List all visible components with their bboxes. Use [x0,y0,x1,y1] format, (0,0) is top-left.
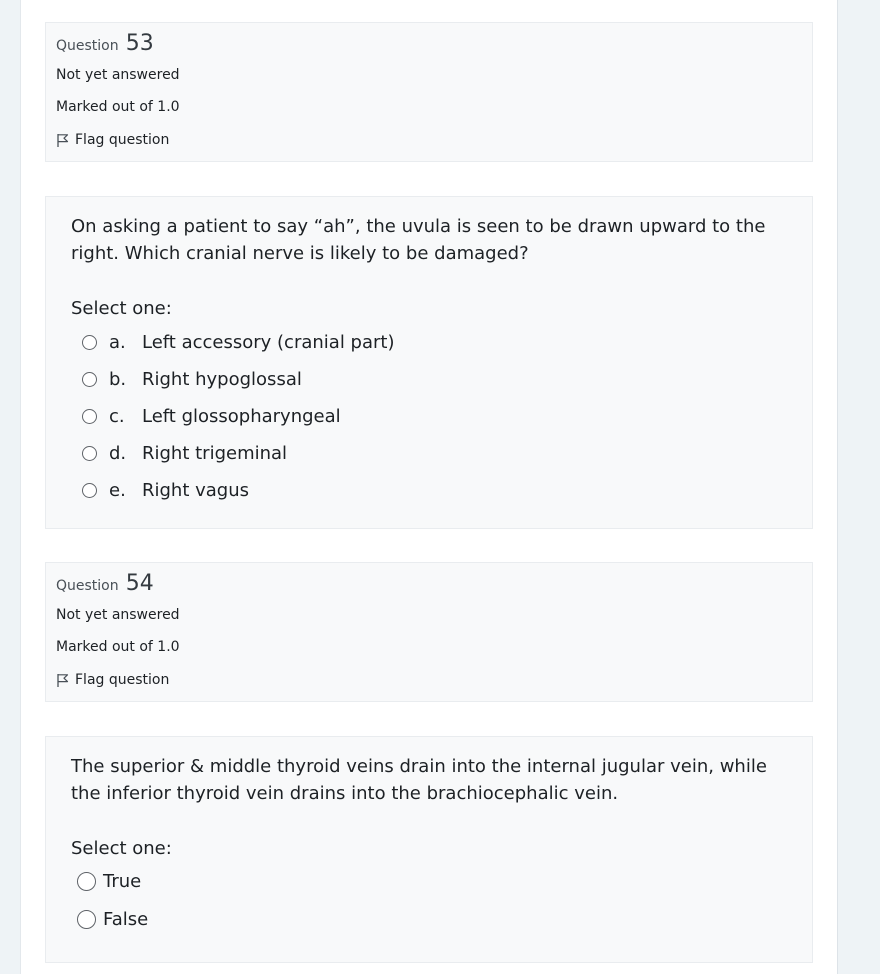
option-letter: b. [109,369,127,390]
radio-button[interactable] [82,483,97,498]
option-letter: c. [109,406,125,427]
flag-question-link[interactable] [56,132,169,148]
question-label: Question [56,578,119,594]
question-status: Not yet answered [56,607,180,623]
option-letter: a. [109,332,126,353]
select-one-prompt: Select one: [71,298,172,319]
question-number: 53 [125,31,154,56]
flag-question-link[interactable] [56,672,169,688]
option-text: Left glossopharyngeal [142,406,341,427]
radio-button[interactable] [82,335,97,350]
radio-button[interactable] [82,446,97,461]
option-text: Right trigeminal [142,443,288,464]
radio-button[interactable] [82,372,97,387]
option-text: True [103,871,142,892]
question-marks: Marked out of 1.0 [56,99,180,115]
question-heading [56,31,154,56]
answer-option-true[interactable] [77,871,141,892]
option-text: Left accessory (cranial part) [142,332,395,353]
question-53-info [45,22,813,162]
question-label: Question [56,38,119,54]
question-marks: Marked out of 1.0 [56,639,180,655]
select-one-prompt: Select one: [71,838,172,859]
answer-option-e[interactable] [82,480,249,501]
question-54-info [45,562,813,702]
option-text: Right vagus [142,480,250,501]
question-text: The superior & middle thyroid veins drain into the internal jugular vein, while the inferior thyroid vein drains into the brachiocephalic vein. [71,756,767,804]
flag-icon [56,133,69,148]
flag-question-label: Flag question [75,132,170,148]
answer-option-d[interactable] [82,443,287,464]
option-text: Right hypoglossal [142,369,302,390]
option-text: False [103,909,149,930]
question-number: 54 [125,571,154,596]
flag-question-label: Flag question [75,672,170,688]
radio-button[interactable] [82,409,97,424]
option-letter: e. [109,480,126,501]
answer-option-c[interactable] [82,406,341,427]
radio-button[interactable] [77,872,96,891]
question-heading [56,571,154,596]
answer-option-false[interactable] [77,909,148,930]
radio-button[interactable] [77,910,96,929]
option-letter: d. [109,443,127,464]
question-54-content [45,736,813,963]
question-status: Not yet answered [56,67,180,83]
question-text: On asking a patient to say “ah”, the uvula is seen to be drawn upward to the right. Which cranial nerve is likely to be damaged? [71,216,766,264]
question-53-content [45,196,813,529]
answer-option-a[interactable] [82,332,394,353]
flag-icon [56,673,69,688]
answer-option-b[interactable] [82,369,302,390]
